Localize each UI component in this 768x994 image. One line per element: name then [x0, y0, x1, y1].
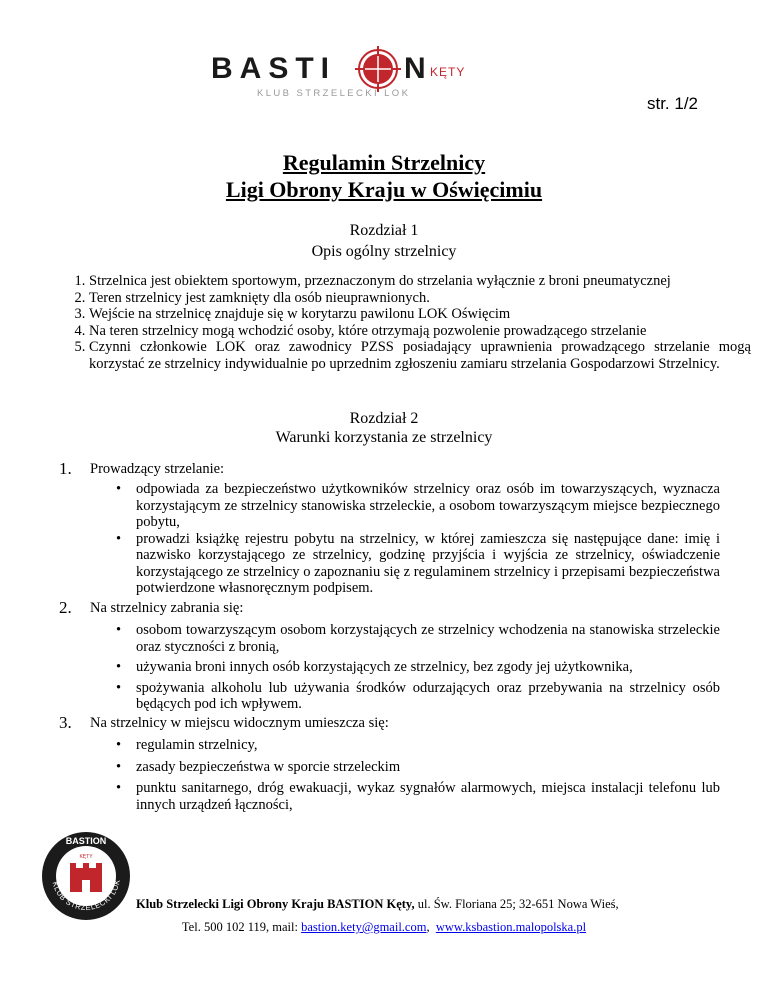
- bullet-item: • osobom towarzyszącym osobom korzystających ze strzelnicy wchodzenia na stanowiska strzeleckie oraz styczności z bronią,: [136, 622, 720, 655]
- section-2-bullets: [136, 622, 720, 713]
- chapter2-heading: Rozdział 2: [349, 410, 419, 427]
- bullet-item: • używania broni innych osób korzystających ze strzelnicy, bez zgody jej użytkownika,: [136, 659, 720, 676]
- section-1: [59, 459, 225, 478]
- chapter2-subheading: Warunki korzystania ze strzelnicy: [275, 429, 493, 446]
- footer-website-link[interactable]: www.ksbastion.malopolska.pl: [435, 920, 587, 934]
- footer-address-text: ul. Św. Floriana 25; 32-651 Nowa Wieś,: [414, 897, 619, 911]
- section-number: 3.: [59, 713, 72, 732]
- bullet-item: • prowadzi książkę rejestru pobytu na strzelnicy, w której zamieszcza się następujące dane: imię i nazwisko korzystającego ze strzelnicy, godzinę przyjścia i wyjścia ze strzelnicy, oświadczenie korzystającego ze strzelnicy o zapoznaniu się z regulaminem strzelnicy i przepisami bezpieczeństwa potwierdzone własnoręcznym podpisem.: [136, 531, 720, 597]
- section-2: [59, 598, 244, 617]
- logo-text-right: N: [404, 52, 433, 85]
- bastion-badge-logo: [40, 830, 132, 922]
- title-line-2: Ligi Obrony Kraju w Oświęcimiu: [225, 177, 543, 202]
- badge-kety-text: KĘTY: [79, 854, 93, 860]
- section-3: [59, 713, 389, 732]
- crosshair-target-icon: [355, 46, 401, 92]
- list-item: 2. Teren strzelnicy jest zamknięty dla osób nieuprawnionych.: [89, 290, 751, 307]
- bullet-item: • odpowiada za bezpieczeństwo użytkowników strzelnicy oraz osób im towarzyszących, wyznacza korzystającym ze strzelnicy stanowiska strzeleckie, a osobom towarzyszącym miejsce bezpiecznego pobytu,: [136, 481, 720, 531]
- list-item: 5. Czynni członkowie LOK oraz zawodnicy PZSS posiadający uprawnienia prowadzącego strzelanie mogą korzystać ze strzelnicy indywidualnie po uprzednim zgłoszeniu zamiaru strzelania Gospodarzowi Strzelnicy.: [89, 339, 751, 372]
- badge-top-text: BASTION: [65, 836, 107, 846]
- list-item: 3. Wejście na strzelnicę znajduje się w korytarzu pawilonu LOK Oświęcim: [89, 306, 751, 323]
- section-label: Na strzelnicy w miejscu widocznym umieszcza się:: [90, 715, 389, 731]
- bullet-item: • punktu sanitarnego, dróg ewakuacji, wykaz sygnałów alarmowych, miejsca instalacji telefonu lub innych urządzeń łączności,: [136, 780, 720, 813]
- footer-contact: [0, 920, 768, 935]
- logo-kety: KĘTY: [430, 65, 466, 79]
- chapter1-list: [58, 273, 751, 372]
- footer-email-link[interactable]: bastion.kety@gmail.com: [301, 920, 427, 934]
- bastion-logo: [205, 46, 480, 99]
- footer-phone: Tel. 500 102 119, mail:: [181, 920, 302, 934]
- list-item: 1. Strzelnica jest obiektem sportowym, przeznaczonym do strzelania wyłącznie z broni pneumatycznej: [89, 273, 751, 290]
- bullet-item: • regulamin strzelnicy,: [136, 737, 720, 754]
- footer-separator: ,: [426, 920, 436, 934]
- footer-org-name: Klub Strzelecki Ligi Obrony Kraju BASTION Kęty,: [136, 897, 415, 911]
- chapter1-subheading: Opis ogólny strzelnicy: [311, 243, 457, 260]
- bullet-item: • zasady bezpieczeństwa w sporcie strzeleckim: [136, 759, 720, 776]
- chapter1-heading: Rozdział 1: [349, 222, 419, 239]
- section-label: Prowadzący strzelanie:: [90, 461, 225, 477]
- badge-ring-text: KLUB STRZELECKI LOK: [50, 878, 122, 913]
- title-line-1: Regulamin Strzelnicy: [282, 150, 486, 175]
- page-number: str. 1/2: [646, 94, 698, 113]
- section-1-bullets: [136, 481, 720, 597]
- section-3-bullets: [136, 737, 720, 813]
- section-label: Na strzelnicy zabrania się:: [90, 600, 244, 616]
- section-number: 1.: [59, 459, 72, 478]
- logo-subtitle: KLUB STRZELECKI LOK: [257, 88, 411, 99]
- bullet-item: • spożywania alkoholu lub używania środków odurzających oraz przebywania na strzelnicy osób będących pod ich wpływem.: [136, 680, 720, 713]
- list-item: 4. Na teren strzelnicy mogą wchodzić osoby, które otrzymają pozwolenie prowadzącego strzelanie: [89, 323, 751, 340]
- logo-text-left: BASTI: [211, 52, 336, 85]
- footer-address: [136, 897, 619, 912]
- section-number: 2.: [59, 598, 72, 617]
